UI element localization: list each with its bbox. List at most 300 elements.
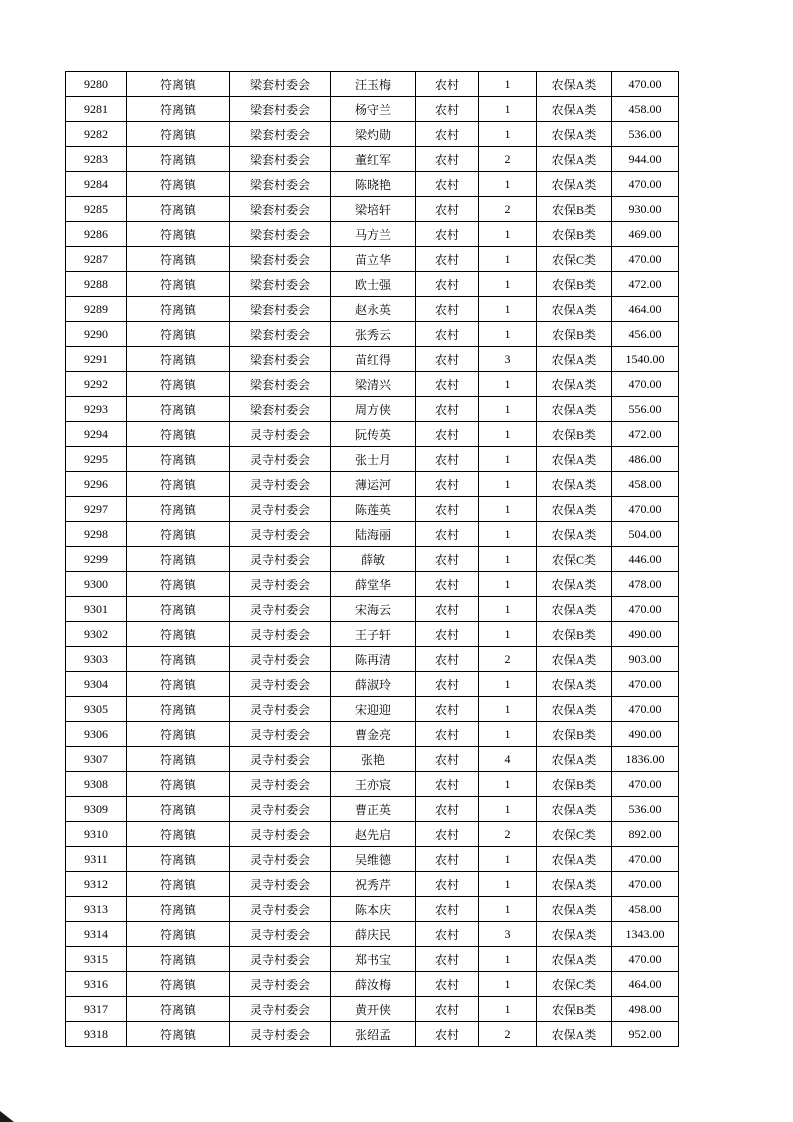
cell-amount: 470.00 bbox=[612, 697, 679, 722]
cell-town: 符离镇 bbox=[127, 572, 230, 597]
cell-row-id: 9282 bbox=[66, 122, 127, 147]
table-row bbox=[66, 347, 679, 372]
cell-residence-type: 农村 bbox=[416, 72, 479, 97]
cell-insurance-class: 农保A类 bbox=[537, 172, 612, 197]
cell-insurance-class: 农保A类 bbox=[537, 297, 612, 322]
cell-person-name: 欧士强 bbox=[331, 272, 416, 297]
cell-row-id: 9301 bbox=[66, 597, 127, 622]
cell-town: 符离镇 bbox=[127, 322, 230, 347]
cell-amount: 892.00 bbox=[612, 822, 679, 847]
cell-person-name: 陈莲英 bbox=[331, 497, 416, 522]
cell-residence-type: 农村 bbox=[416, 422, 479, 447]
cell-residence-type: 农村 bbox=[416, 772, 479, 797]
cell-row-id: 9293 bbox=[66, 397, 127, 422]
cell-row-id: 9303 bbox=[66, 647, 127, 672]
cell-insurance-class: 农保C类 bbox=[537, 247, 612, 272]
table-row bbox=[66, 1022, 679, 1047]
cell-person-count: 1 bbox=[479, 397, 537, 422]
cell-person-count: 1 bbox=[479, 672, 537, 697]
cell-person-name: 马方兰 bbox=[331, 222, 416, 247]
cell-row-id: 9304 bbox=[66, 672, 127, 697]
cell-person-count: 1 bbox=[479, 947, 537, 972]
cell-person-count: 1 bbox=[479, 472, 537, 497]
cell-amount: 458.00 bbox=[612, 472, 679, 497]
cell-amount: 472.00 bbox=[612, 272, 679, 297]
table-row bbox=[66, 822, 679, 847]
cell-amount: 470.00 bbox=[612, 872, 679, 897]
cell-amount: 464.00 bbox=[612, 297, 679, 322]
cell-residence-type: 农村 bbox=[416, 397, 479, 422]
cell-row-id: 9315 bbox=[66, 947, 127, 972]
cell-amount: 536.00 bbox=[612, 797, 679, 822]
cell-insurance-class: 农保A类 bbox=[537, 97, 612, 122]
cell-town: 符离镇 bbox=[127, 797, 230, 822]
cell-insurance-class: 农保B类 bbox=[537, 197, 612, 222]
table-row bbox=[66, 447, 679, 472]
cell-person-name: 陈晓艳 bbox=[331, 172, 416, 197]
cell-village-committee: 灵寺村委会 bbox=[230, 522, 331, 547]
table-row bbox=[66, 147, 679, 172]
cell-town: 符离镇 bbox=[127, 947, 230, 972]
cell-row-id: 9316 bbox=[66, 972, 127, 997]
cell-amount: 470.00 bbox=[612, 772, 679, 797]
table-row bbox=[66, 397, 679, 422]
cell-residence-type: 农村 bbox=[416, 522, 479, 547]
cell-row-id: 9312 bbox=[66, 872, 127, 897]
cell-person-count: 1 bbox=[479, 422, 537, 447]
cell-person-count: 1 bbox=[479, 272, 537, 297]
cell-insurance-class: 农保A类 bbox=[537, 497, 612, 522]
cell-person-name: 祝秀芹 bbox=[331, 872, 416, 897]
cell-village-committee: 灵寺村委会 bbox=[230, 972, 331, 997]
cell-amount: 456.00 bbox=[612, 322, 679, 347]
cell-row-id: 9294 bbox=[66, 422, 127, 447]
cell-person-name: 赵先启 bbox=[331, 822, 416, 847]
cell-person-count: 1 bbox=[479, 447, 537, 472]
cell-person-count: 1 bbox=[479, 297, 537, 322]
cell-row-id: 9280 bbox=[66, 72, 127, 97]
cell-residence-type: 农村 bbox=[416, 272, 479, 297]
cell-insurance-class: 农保A类 bbox=[537, 747, 612, 772]
cell-insurance-class: 农保A类 bbox=[537, 797, 612, 822]
cell-row-id: 9310 bbox=[66, 822, 127, 847]
cell-residence-type: 农村 bbox=[416, 922, 479, 947]
cell-row-id: 9292 bbox=[66, 372, 127, 397]
cell-insurance-class: 农保B类 bbox=[537, 272, 612, 297]
cell-person-name: 梁清兴 bbox=[331, 372, 416, 397]
cell-person-name: 吴维德 bbox=[331, 847, 416, 872]
cell-row-id: 9318 bbox=[66, 1022, 127, 1047]
cell-town: 符离镇 bbox=[127, 847, 230, 872]
cell-village-committee: 灵寺村委会 bbox=[230, 772, 331, 797]
cell-village-committee: 灵寺村委会 bbox=[230, 847, 331, 872]
cell-insurance-class: 农保A类 bbox=[537, 397, 612, 422]
cell-person-name: 周方侠 bbox=[331, 397, 416, 422]
cell-residence-type: 农村 bbox=[416, 147, 479, 172]
cell-residence-type: 农村 bbox=[416, 347, 479, 372]
cell-person-count: 1 bbox=[479, 697, 537, 722]
cell-person-name: 薄运河 bbox=[331, 472, 416, 497]
cell-village-committee: 梁套村委会 bbox=[230, 147, 331, 172]
cell-town: 符离镇 bbox=[127, 722, 230, 747]
cell-amount: 952.00 bbox=[612, 1022, 679, 1047]
cell-amount: 486.00 bbox=[612, 447, 679, 472]
cell-row-id: 9309 bbox=[66, 797, 127, 822]
cell-village-committee: 梁套村委会 bbox=[230, 322, 331, 347]
table-row bbox=[66, 272, 679, 297]
cell-amount: 458.00 bbox=[612, 897, 679, 922]
cell-amount: 464.00 bbox=[612, 972, 679, 997]
cell-person-count: 1 bbox=[479, 172, 537, 197]
cell-village-committee: 灵寺村委会 bbox=[230, 422, 331, 447]
cell-town: 符离镇 bbox=[127, 222, 230, 247]
cell-row-id: 9308 bbox=[66, 772, 127, 797]
cell-town: 符离镇 bbox=[127, 772, 230, 797]
cell-town: 符离镇 bbox=[127, 197, 230, 222]
cell-residence-type: 农村 bbox=[416, 197, 479, 222]
cell-row-id: 9307 bbox=[66, 747, 127, 772]
cell-person-count: 1 bbox=[479, 972, 537, 997]
cell-person-count: 1 bbox=[479, 97, 537, 122]
cell-village-committee: 灵寺村委会 bbox=[230, 647, 331, 672]
cell-town: 符离镇 bbox=[127, 122, 230, 147]
cell-insurance-class: 农保A类 bbox=[537, 647, 612, 672]
cell-town: 符离镇 bbox=[127, 497, 230, 522]
cell-person-count: 1 bbox=[479, 547, 537, 572]
cell-town: 符离镇 bbox=[127, 647, 230, 672]
cell-person-count: 2 bbox=[479, 147, 537, 172]
table-row bbox=[66, 872, 679, 897]
cell-residence-type: 农村 bbox=[416, 172, 479, 197]
cell-insurance-class: 农保A类 bbox=[537, 922, 612, 947]
cell-person-name: 薛堂华 bbox=[331, 572, 416, 597]
cell-person-name: 汪玉梅 bbox=[331, 72, 416, 97]
table-row bbox=[66, 472, 679, 497]
cell-town: 符离镇 bbox=[127, 472, 230, 497]
cell-village-committee: 灵寺村委会 bbox=[230, 572, 331, 597]
cell-insurance-class: 农保B类 bbox=[537, 322, 612, 347]
cell-person-count: 1 bbox=[479, 897, 537, 922]
cell-person-count: 3 bbox=[479, 347, 537, 372]
cell-amount: 458.00 bbox=[612, 97, 679, 122]
pension-payment-table bbox=[65, 71, 679, 1047]
table-row bbox=[66, 322, 679, 347]
cell-town: 符离镇 bbox=[127, 922, 230, 947]
cell-person-name: 陈再清 bbox=[331, 647, 416, 672]
cell-residence-type: 农村 bbox=[416, 222, 479, 247]
cell-row-id: 9317 bbox=[66, 997, 127, 1022]
cell-town: 符离镇 bbox=[127, 172, 230, 197]
cell-insurance-class: 农保A类 bbox=[537, 472, 612, 497]
cell-person-name: 薛汝梅 bbox=[331, 972, 416, 997]
cell-insurance-class: 农保A类 bbox=[537, 447, 612, 472]
cell-village-committee: 梁套村委会 bbox=[230, 272, 331, 297]
cell-residence-type: 农村 bbox=[416, 947, 479, 972]
cell-insurance-class: 农保A类 bbox=[537, 122, 612, 147]
cell-person-name: 薛淑玲 bbox=[331, 672, 416, 697]
cell-village-committee: 灵寺村委会 bbox=[230, 672, 331, 697]
cell-village-committee: 灵寺村委会 bbox=[230, 922, 331, 947]
cell-residence-type: 农村 bbox=[416, 497, 479, 522]
cell-town: 符离镇 bbox=[127, 1022, 230, 1047]
cell-row-id: 9290 bbox=[66, 322, 127, 347]
cell-insurance-class: 农保A类 bbox=[537, 897, 612, 922]
cell-insurance-class: 农保A类 bbox=[537, 672, 612, 697]
cell-amount: 490.00 bbox=[612, 722, 679, 747]
cell-residence-type: 农村 bbox=[416, 897, 479, 922]
cell-town: 符离镇 bbox=[127, 672, 230, 697]
table-row bbox=[66, 372, 679, 397]
cell-person-count: 1 bbox=[479, 797, 537, 822]
cell-person-name: 郑书宝 bbox=[331, 947, 416, 972]
cell-insurance-class: 农保C类 bbox=[537, 972, 612, 997]
table-row bbox=[66, 947, 679, 972]
cell-insurance-class: 农保B类 bbox=[537, 997, 612, 1022]
cell-insurance-class: 农保C类 bbox=[537, 822, 612, 847]
cell-person-name: 宋海云 bbox=[331, 597, 416, 622]
cell-amount: 536.00 bbox=[612, 122, 679, 147]
cell-person-count: 1 bbox=[479, 872, 537, 897]
cell-person-count: 1 bbox=[479, 522, 537, 547]
cell-residence-type: 农村 bbox=[416, 297, 479, 322]
cell-amount: 470.00 bbox=[612, 372, 679, 397]
cell-residence-type: 农村 bbox=[416, 322, 479, 347]
cell-amount: 472.00 bbox=[612, 422, 679, 447]
cell-residence-type: 农村 bbox=[416, 1022, 479, 1047]
cell-village-committee: 梁套村委会 bbox=[230, 247, 331, 272]
cell-amount: 470.00 bbox=[612, 947, 679, 972]
cell-village-committee: 灵寺村委会 bbox=[230, 597, 331, 622]
cell-town: 符离镇 bbox=[127, 97, 230, 122]
cell-village-committee: 梁套村委会 bbox=[230, 97, 331, 122]
table-row bbox=[66, 197, 679, 222]
cell-residence-type: 农村 bbox=[416, 872, 479, 897]
cell-amount: 470.00 bbox=[612, 847, 679, 872]
cell-row-id: 9288 bbox=[66, 272, 127, 297]
cell-town: 符离镇 bbox=[127, 822, 230, 847]
cell-row-id: 9313 bbox=[66, 897, 127, 922]
cell-row-id: 9284 bbox=[66, 172, 127, 197]
cell-village-committee: 梁套村委会 bbox=[230, 122, 331, 147]
cell-town: 符离镇 bbox=[127, 622, 230, 647]
table-row bbox=[66, 747, 679, 772]
table-row bbox=[66, 672, 679, 697]
cell-insurance-class: 农保A类 bbox=[537, 947, 612, 972]
cell-village-committee: 灵寺村委会 bbox=[230, 697, 331, 722]
cell-town: 符离镇 bbox=[127, 422, 230, 447]
cell-residence-type: 农村 bbox=[416, 447, 479, 472]
table-row bbox=[66, 422, 679, 447]
cell-village-committee: 梁套村委会 bbox=[230, 347, 331, 372]
cell-town: 符离镇 bbox=[127, 697, 230, 722]
cell-residence-type: 农村 bbox=[416, 697, 479, 722]
cell-insurance-class: 农保B类 bbox=[537, 422, 612, 447]
cell-village-committee: 梁套村委会 bbox=[230, 197, 331, 222]
cell-person-count: 1 bbox=[479, 222, 537, 247]
cell-person-count: 1 bbox=[479, 622, 537, 647]
cell-row-id: 9296 bbox=[66, 472, 127, 497]
cell-village-committee: 灵寺村委会 bbox=[230, 472, 331, 497]
cell-person-name: 黄开侠 bbox=[331, 997, 416, 1022]
cell-amount: 490.00 bbox=[612, 622, 679, 647]
table-row bbox=[66, 547, 679, 572]
cell-village-committee: 灵寺村委会 bbox=[230, 897, 331, 922]
cell-town: 符离镇 bbox=[127, 747, 230, 772]
cell-person-count: 1 bbox=[479, 322, 537, 347]
cell-residence-type: 农村 bbox=[416, 997, 479, 1022]
cell-row-id: 9311 bbox=[66, 847, 127, 872]
cell-row-id: 9300 bbox=[66, 572, 127, 597]
cell-insurance-class: 农保A类 bbox=[537, 72, 612, 97]
cell-person-name: 苗红得 bbox=[331, 347, 416, 372]
cell-person-name: 苗立华 bbox=[331, 247, 416, 272]
cell-row-id: 9286 bbox=[66, 222, 127, 247]
cell-town: 符离镇 bbox=[127, 247, 230, 272]
cell-person-name: 曹金亮 bbox=[331, 722, 416, 747]
cell-village-committee: 灵寺村委会 bbox=[230, 447, 331, 472]
cell-insurance-class: 农保B类 bbox=[537, 772, 612, 797]
table-row bbox=[66, 797, 679, 822]
cell-amount: 944.00 bbox=[612, 147, 679, 172]
cell-person-name: 杨守兰 bbox=[331, 97, 416, 122]
cell-row-id: 9306 bbox=[66, 722, 127, 747]
cell-village-committee: 梁套村委会 bbox=[230, 297, 331, 322]
cell-person-count: 2 bbox=[479, 197, 537, 222]
cell-town: 符离镇 bbox=[127, 447, 230, 472]
table-row bbox=[66, 922, 679, 947]
cell-village-committee: 灵寺村委会 bbox=[230, 547, 331, 572]
table-row bbox=[66, 647, 679, 672]
cell-village-committee: 灵寺村委会 bbox=[230, 822, 331, 847]
table-row bbox=[66, 222, 679, 247]
cell-town: 符离镇 bbox=[127, 347, 230, 372]
cell-residence-type: 农村 bbox=[416, 622, 479, 647]
cell-amount: 903.00 bbox=[612, 647, 679, 672]
cell-village-committee: 灵寺村委会 bbox=[230, 622, 331, 647]
cell-row-id: 9302 bbox=[66, 622, 127, 647]
cell-town: 符离镇 bbox=[127, 547, 230, 572]
cell-person-count: 1 bbox=[479, 997, 537, 1022]
cell-person-name: 张秀云 bbox=[331, 322, 416, 347]
table-row bbox=[66, 247, 679, 272]
cell-person-name: 张绍孟 bbox=[331, 1022, 416, 1047]
cell-insurance-class: 农保C类 bbox=[537, 547, 612, 572]
cell-town: 符离镇 bbox=[127, 397, 230, 422]
cell-insurance-class: 农保B类 bbox=[537, 722, 612, 747]
cell-insurance-class: 农保B类 bbox=[537, 222, 612, 247]
cell-person-count: 3 bbox=[479, 922, 537, 947]
cell-village-committee: 梁套村委会 bbox=[230, 397, 331, 422]
cell-person-count: 1 bbox=[479, 122, 537, 147]
table-row bbox=[66, 972, 679, 997]
cell-person-name: 梁灼勋 bbox=[331, 122, 416, 147]
cell-residence-type: 农村 bbox=[416, 672, 479, 697]
cell-insurance-class: 农保B类 bbox=[537, 622, 612, 647]
cell-row-id: 9295 bbox=[66, 447, 127, 472]
cell-residence-type: 农村 bbox=[416, 97, 479, 122]
table-row bbox=[66, 897, 679, 922]
table-row bbox=[66, 497, 679, 522]
cell-row-id: 9289 bbox=[66, 297, 127, 322]
table-body bbox=[66, 72, 679, 1047]
cell-insurance-class: 农保A类 bbox=[537, 872, 612, 897]
cell-amount: 469.00 bbox=[612, 222, 679, 247]
cell-residence-type: 农村 bbox=[416, 547, 479, 572]
cell-row-id: 9285 bbox=[66, 197, 127, 222]
cell-village-committee: 灵寺村委会 bbox=[230, 797, 331, 822]
cell-person-name: 王子轩 bbox=[331, 622, 416, 647]
cell-person-name: 梁培轩 bbox=[331, 197, 416, 222]
cell-village-committee: 灵寺村委会 bbox=[230, 997, 331, 1022]
cell-person-count: 1 bbox=[479, 497, 537, 522]
cell-row-id: 9291 bbox=[66, 347, 127, 372]
table-row bbox=[66, 97, 679, 122]
page-corner-artifact bbox=[0, 1111, 14, 1122]
cell-row-id: 9287 bbox=[66, 247, 127, 272]
cell-amount: 556.00 bbox=[612, 397, 679, 422]
cell-residence-type: 农村 bbox=[416, 972, 479, 997]
cell-insurance-class: 农保A类 bbox=[537, 522, 612, 547]
cell-residence-type: 农村 bbox=[416, 572, 479, 597]
table-row bbox=[66, 172, 679, 197]
cell-amount: 470.00 bbox=[612, 597, 679, 622]
cell-person-count: 1 bbox=[479, 372, 537, 397]
cell-village-committee: 梁套村委会 bbox=[230, 172, 331, 197]
cell-person-name: 宋迎迎 bbox=[331, 697, 416, 722]
cell-person-name: 陈本庆 bbox=[331, 897, 416, 922]
cell-town: 符离镇 bbox=[127, 897, 230, 922]
table-row bbox=[66, 72, 679, 97]
cell-residence-type: 农村 bbox=[416, 797, 479, 822]
cell-insurance-class: 农保A类 bbox=[537, 372, 612, 397]
cell-insurance-class: 农保A类 bbox=[537, 1022, 612, 1047]
table-row bbox=[66, 622, 679, 647]
cell-town: 符离镇 bbox=[127, 597, 230, 622]
cell-amount: 1540.00 bbox=[612, 347, 679, 372]
cell-row-id: 9281 bbox=[66, 97, 127, 122]
cell-person-count: 1 bbox=[479, 772, 537, 797]
cell-amount: 446.00 bbox=[612, 547, 679, 572]
cell-row-id: 9298 bbox=[66, 522, 127, 547]
cell-residence-type: 农村 bbox=[416, 597, 479, 622]
cell-town: 符离镇 bbox=[127, 997, 230, 1022]
table-row bbox=[66, 997, 679, 1022]
cell-person-name: 曹正英 bbox=[331, 797, 416, 822]
cell-person-count: 1 bbox=[479, 572, 537, 597]
cell-village-committee: 梁套村委会 bbox=[230, 72, 331, 97]
cell-insurance-class: 农保A类 bbox=[537, 347, 612, 372]
cell-person-name: 王亦宸 bbox=[331, 772, 416, 797]
cell-residence-type: 农村 bbox=[416, 372, 479, 397]
cell-village-committee: 梁套村委会 bbox=[230, 222, 331, 247]
cell-amount: 498.00 bbox=[612, 997, 679, 1022]
cell-amount: 470.00 bbox=[612, 247, 679, 272]
cell-town: 符离镇 bbox=[127, 372, 230, 397]
table-row bbox=[66, 522, 679, 547]
cell-amount: 470.00 bbox=[612, 72, 679, 97]
cell-insurance-class: 农保A类 bbox=[537, 847, 612, 872]
cell-town: 符离镇 bbox=[127, 972, 230, 997]
cell-insurance-class: 农保A类 bbox=[537, 572, 612, 597]
cell-row-id: 9314 bbox=[66, 922, 127, 947]
cell-town: 符离镇 bbox=[127, 272, 230, 297]
cell-person-name: 薛敏 bbox=[331, 547, 416, 572]
cell-person-name: 阮传英 bbox=[331, 422, 416, 447]
cell-residence-type: 农村 bbox=[416, 247, 479, 272]
cell-amount: 478.00 bbox=[612, 572, 679, 597]
cell-amount: 1343.00 bbox=[612, 922, 679, 947]
cell-person-count: 1 bbox=[479, 597, 537, 622]
